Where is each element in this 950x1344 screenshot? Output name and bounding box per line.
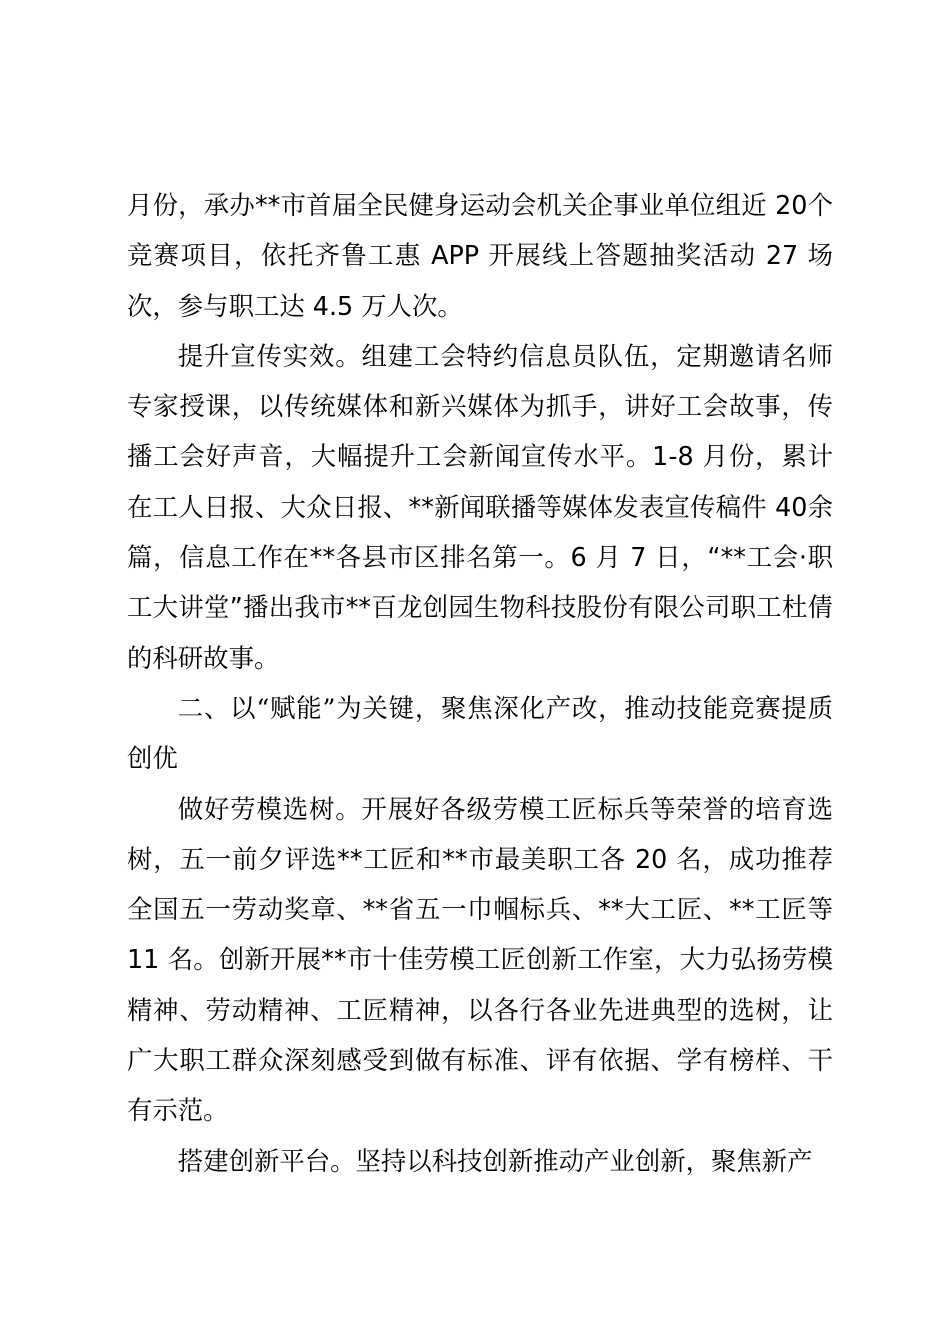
paragraph-innovation-platform: 搭建创新平台。坚持以科技创新推动产业创新，聚焦新产 [177, 1145, 813, 1176]
section-heading-two: 二、以“赋能”为关键，聚焦深化产改，推动技能竞赛提质创优 [127, 692, 833, 774]
paragraph-model-workers: 做好劳模选树。开展好各级劳模工匠标兵等荣誉的培育选树，五一前夕评选**工匠和**市最美职工各 20 名，成功推荐全国五一劳动奖章、**省五一巾帼标兵、**大工匠、**工匠等11 名。创新开展**市十佳劳模工匠创新工作室，大力弘扬劳模精神、劳动精神、工匠精神，以各行各业先进典型的选树，让广大职工群众深刻感受到做有标准、评有依据、学有榜样、干有示范。 [127, 793, 833, 1126]
paragraph-continuation: 月份，承办**市首届全民健身运动会机关企事业单位组近 20个竞赛项目，依托齐鲁工惠 APP 开展线上答题抽奖活动 27 场次，参与职工达 4.5 万人次。 [127, 190, 833, 321]
paragraph-publicity: 提升宣传实效。组建工会特约信息员队伍，定期邀请名师专家授课，以传统媒体和新兴媒体为抓手，讲好工会故事，传播工会好声音，大幅提升工会新闻宣传水平。1-8 月份，累计在工人日报、大众日报、**新闻联播等媒体发表宣传稿件 40余篇，信息工作在**各县市区排名第一。6 月 7 日，“**工会·职工大讲堂”播出我市**百龙创园生物科技股份有限公司职工杜倩的科研故事。 [127, 340, 833, 673]
document-body [127, 180, 833, 1186]
